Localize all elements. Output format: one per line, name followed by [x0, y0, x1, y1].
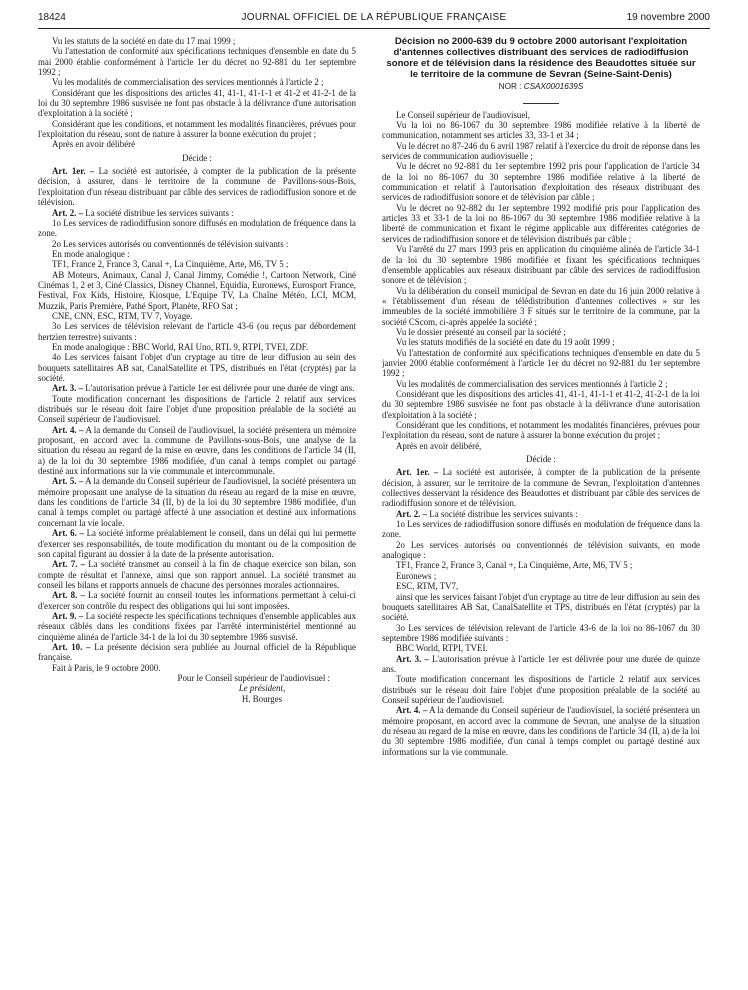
article-text: CNE, CNN, ESC, RTM, TV 7, Voyage.	[52, 310, 193, 321]
page-header	[38, 10, 710, 26]
article-text: La société distribue les services suivants :	[85, 207, 234, 218]
article-text: Toute modification concernant les dispositions de l'article 2 relatif aux services distribués sur le réseau doit faire l'objet d'une proposition préalable de la société au Conseil supérieur de l'audiovisuel.	[38, 393, 356, 425]
article-paragraph	[38, 259, 356, 269]
intro-paragraph: Vu les statuts de la société en date du 17 mai 1999 ;	[52, 36, 236, 46]
article-paragraph	[38, 642, 356, 663]
article-paragraph	[38, 590, 356, 611]
article-text: 1o Les services de radiodiffusion sonore diffusés en modulation de fréquence dans la zone.	[38, 217, 356, 239]
intro-paragraph: Après en avoir délibéré,	[396, 440, 482, 451]
intro-paragraph: Vu le décret no 92-881 du 1er septembre 1992 pris pour l'application de l'article 34 de la loi no 86-1067 du 30 septembre 1986 modifiée relative à la liberté de communication et relatif à l'autorisation d'exploitation des réseaux distribuant des services de radiodiffusion sonore et de télévision par câble ;	[382, 161, 700, 203]
article-paragraph	[382, 467, 700, 508]
intro-paragraph: Après en avoir délibéré	[52, 139, 136, 150]
article-paragraph	[38, 218, 356, 239]
article-text: La société distribue les services suivants :	[429, 508, 578, 519]
intro-paragraph: Considérant que les conditions, et notamment les modalités financières, prévues pour l'exploitation du réseau, sont de nature à assurer la bonne exécution du projet ;	[38, 118, 356, 140]
signature-name: H. Bourges	[241, 693, 283, 704]
article-paragraph	[382, 643, 700, 653]
article-text: AB Moteurs, Animaux, Canal J, Canal Jimmy, Comédie !, Cartoon Network, Ciné Cinémas 1, 2 et 3, Ciné Classics, Disney Channel, Equidia, Euronews, Eurosport France, Festival, Fox Kids, Histoire, Kiosque, L'Equipe TV, La Chaîne Météo, LCI, MCM, Muzzik, Paris Première, Pathé Sport, Planète, RFO Sat ;	[38, 269, 356, 311]
intro-paragraph: Vu le décret no 92-882 du 1er septembre 1992 modifié pris pour l'application des articles 33 et 33-1 de la loi no 86-1067 du 30 septembre 1986 modifiée relative à la liberté de communication et fixant le régime applicable aux différentes catégories de services de radiodiffusion sonore et de télévision distribués par câble ;	[382, 202, 700, 244]
article-paragraph	[38, 383, 356, 393]
article-paragraph	[38, 476, 356, 528]
article-label: Art. 6. –	[52, 528, 84, 539]
intro-paragraph: Considérant que les dispositions des articles 41, 41-1, 41-1-1 et 41-2, 41-2-1 de la loi du 30 septembre 1986 susvisée ne font pas obstacle à la délivrance d'une autorisation d'exploitation à la société ;	[382, 388, 700, 420]
article-paragraph	[38, 528, 356, 559]
article-label: Art. 2. –	[52, 207, 84, 218]
article-text: Euronews ;	[396, 570, 437, 581]
article-paragraph	[38, 249, 356, 259]
article-paragraph	[38, 208, 356, 218]
article-paragraph	[38, 311, 356, 321]
article-text: L'autorisation prévue à l'article 1er est délivrée pour une durée de vingt ans.	[85, 383, 355, 394]
article-label: Art. 3. –	[396, 653, 429, 664]
intro-paragraph: Vu les modalités de commercialisation des services mentionnés à l'article 2 ;	[52, 77, 324, 88]
article-text: ESC, RTM, TV7,	[396, 581, 459, 592]
article-paragraph	[382, 540, 700, 561]
article-text: La société est autorisée, à compter de la publication de la présente décision, à assurer, sur le territoire de la commune de Sevran, l'exploitation d'antennes collectives desservant la résidence des Beaudottes et distribuant par câble des services de radiodiffusion sonore et de télévision.	[382, 467, 700, 509]
article-paragraph	[382, 581, 700, 591]
intro-paragraph: Vu le dossier présenté au conseil par la société ;	[396, 326, 566, 337]
article-label: Art. 4. –	[52, 424, 84, 435]
article-paragraph	[38, 425, 356, 477]
article-text: En mode analogique : BBC World, RAI Uno, RTL 9, RTPI, TVEI, ZDF.	[52, 341, 309, 352]
page-number: 18424	[38, 12, 66, 23]
article-text: 3o Les services de télévision relevant de l'article 43-6 (ou reçus par débordement hertzien terrestre) suivants :	[38, 321, 356, 342]
article-text: La société respecte les spécifications techniques d'ensemble applicables aux réseaux câblés dans les conditions fixées par l'arrêté interministériel mentionné au cinquième alinéa de l'article 34-1 de la loi du 30 septembre 1986 susvisé.	[38, 610, 356, 642]
article-paragraph	[382, 592, 700, 623]
article-text: La société est autorisée, à compter de la publication de la présente décision, à assurer, dans le territoire de la commune de Pavillons-sous-Bois, l'exploitation d'un réseau distribuant par câble des services de radiodiffusion sonore et de télévision.	[38, 166, 356, 208]
decide-heading: Décide :	[182, 152, 212, 163]
article-paragraph	[38, 352, 356, 383]
article-paragraph	[382, 509, 700, 519]
article-text: A la demande du Conseil supérieur de l'audiovisuel, la société présentera un mémoire proposant une analyse de la situation du réseau au regard de la mise en œuvre, dans les conditions de l'article 34 (II, b) de la loi du 30 septembre 1986 modifiée, d'un canal à temps complet ou partagé affecté à une association et destiné aux informations concernant la vie locale.	[38, 476, 356, 528]
article-paragraph	[38, 559, 356, 590]
intro-paragraph: Vu le décret no 87-246 du 6 avril 1987 relatif à l'exercice du droit de réponse dans les services de communication audiovisuelle ;	[382, 140, 700, 162]
article-paragraph	[38, 394, 356, 425]
article-paragraph	[382, 519, 700, 540]
decision-title: Décision no 2000-639 du 9 octobre 2000 autorisant l'exploitation d'antennes collectives distribuant des services de radiodiffusion sonore et de télévision dans la résidence des Beaudottes située sur le territoire de la commune de Sevran (Seine-Saint-Denis)	[386, 36, 696, 80]
intro-paragraph: Considérant que les dispositions des articles 41, 41-1, 41-1-1 et 41-2 et 41-2-1 de la loi du 30 septembre 1986 susvisée ne font pas obstacle à la délivrance d'une autorisation d'exploitation à la société ;	[38, 87, 356, 119]
article-label: Art. 2. –	[396, 508, 428, 519]
article-text: 2o Les services autorisés ou conventionnés de télévision suivants, en mode analogique :	[382, 539, 700, 561]
article-text: La société informe préalablement le conseil, dans un délai qui lui permette d'exercer ses responsabilités, de toute modification du montant ou de la composition de son capital figurant au dossier à la date de la présente autorisation.	[38, 528, 356, 559]
article-text: La présente décision sera publiée au Journal officiel de la République française.	[38, 641, 356, 663]
article-paragraph	[382, 674, 700, 705]
title-separator	[382, 96, 700, 106]
article-text: 1o Les services de radiodiffusion sonore diffusés en modulation de fréquence dans la zone.	[382, 519, 700, 540]
article-text: En mode analogique :	[52, 248, 130, 259]
left-column	[38, 36, 356, 984]
article-text: 3o Les services de télévision relevant de l'article 43-6 de la loi no 86-1067 du 30 septembre 1986 modifiée suivants :	[382, 622, 700, 643]
intro-paragraph: Le Conseil supérieur de l'audiovisuel,	[396, 109, 530, 120]
article-label: Art. 3. –	[52, 383, 84, 394]
article-paragraph	[38, 166, 356, 207]
journal-title: JOURNAL OFFICIEL DE LA RÉPUBLIQUE FRANÇAISE	[241, 12, 507, 23]
article-label: Art. 5. –	[52, 476, 84, 487]
article-paragraph	[382, 705, 700, 757]
intro-paragraph: Vu l'arrêté du 27 mars 1993 pris en application du cinquième alinéa de l'article 34-1 de la loi du 30 septembre 1986 modifiée et fixant les spécifications techniques d'ensemble applicables aux réseaux distribuant par câble des services de radiodiffusion sonore et de télévision ;	[382, 244, 700, 286]
article-paragraph	[38, 342, 356, 352]
article-paragraph	[38, 270, 356, 311]
article-text: TF1, France 2, France 3, Canal +, La Cinquième, Arte, M6, TV 5 ;	[396, 560, 633, 571]
article-label: Art. 8. –	[52, 590, 85, 601]
nor-reference: NOR : CSAX0001639S	[498, 82, 584, 91]
intro-paragraph: Vu l'attestation de conformité aux spécifications techniques d'ensemble en date du 5 mai 2000 établie conformément à l'article 1er du décret no 92-881 du 1er septembre 1992 ;	[38, 46, 356, 78]
article-text: ainsi que les services faisant l'objet d'un cryptage au titre de leur diffusion au sein des bouquets satellitaires AB Sat, CanalSatellite et TPS, distribués en l'état (cryptés) par la société.	[382, 591, 700, 623]
article-label: Art. 1er. –	[52, 166, 95, 177]
done-at-line: Fait à Paris, le 9 octobre 2000.	[52, 662, 161, 673]
article-paragraph	[38, 611, 356, 642]
intro-paragraph: Vu les statuts modifiés de la société en date du 19 août 1999 ;	[396, 337, 615, 348]
article-label: Art. 9. –	[52, 610, 84, 621]
article-paragraph	[382, 623, 700, 644]
article-text: La société fournit au conseil toutes les informations permettant à celui-ci d'exercer son contrôle du respect des obligations qui lui sont imposées.	[38, 590, 356, 611]
article-text: A la demande du Conseil de l'audiovisuel, la société présentera un mémoire proposant, en accord avec la commune de Pavillons-sous-Bois, une analyse de la situation du réseau au regard de la mise en œuvre, dans les conditions de l'article 34 (II, a) de la loi du 30 septembre 1986 modifiée, d'un canal à temps complet ou partagé destiné aux informations sur la vie communale et intercommunale.	[38, 424, 356, 477]
article-text: A la demande du Conseil supérieur de l'audiovisuel, la société présentera un mémoire proposant, en accord avec la commune de Sevran, une analyse de la situation du réseau au regard de la mise en œuvre, dans les conditions de l'article 34 (II, a) de la loi du 30 septembre 1986 modifiée, d'un canal à temps complet ou partagé destiné aux informations sur la vie communale.	[382, 705, 700, 757]
article-text: L'autorisation prévue à l'article 1er est délivrée pour une durée de quinze ans.	[382, 653, 700, 674]
header-rule	[38, 28, 710, 29]
article-text: TF1, France 2, France 3, Canal +, La Cinquième, Arte, M6, TV 5 ;	[52, 259, 289, 270]
article-label: Art. 7. –	[52, 559, 86, 570]
article-text: BBC World, RTPI, TVEI.	[396, 643, 488, 654]
nor-code: CSAX0001639S	[523, 82, 584, 91]
decide-heading: Décide :	[526, 454, 556, 465]
article-label: Art. 1er. –	[396, 467, 439, 478]
article-text: 4o Les services faisant l'objet d'un cryptage au titre de leur diffusion au sein des bouquets satellitaires AB sat, CanalSatellite et TPS, distribués en l'état (cryptés) par la société.	[38, 352, 356, 383]
intro-paragraph: Vu les modalités de commercialisation des services mentionnés à l'article 2 ;	[396, 378, 668, 389]
article-paragraph	[38, 321, 356, 342]
article-text: Toute modification concernant les dispositions de l'article 2 relatif aux services distribués sur le réseau doit faire l'objet d'une proposition préalable de la société au Conseil supérieur de l'audiovisuel.	[382, 674, 700, 705]
intro-paragraph: Vu la loi no 86-1067 du 30 septembre 1986 modifiée relative à la liberté de communication, notamment ses articles 33, 33-1 et 34 ;	[382, 120, 700, 141]
signature-role: Le président,	[238, 683, 286, 694]
article-label: Art. 4. –	[396, 705, 428, 716]
intro-paragraph: Considérant que les conditions, et notamment les modalités financières, prévues pour l'exploitation du réseau, sont de nature à assurer la bonne exécution du projet ;	[382, 420, 700, 441]
article-label: Art. 10. –	[52, 641, 91, 652]
article-paragraph	[382, 654, 700, 675]
intro-paragraph: Vu la délibération du conseil municipal de Sevran en date du 16 juin 2000 relative à « l'établissement d'un réseau de télédistribution d'antennes collectives » sur les immeubles de la société immobilière 3 F situés sur le territoire de la commune, par la société CScom, ci-après appelée la société ;	[382, 285, 700, 327]
article-text: La société transmet au conseil à la fin de chaque exercice son bilan, son compte de résultat et l'annexe, ainsi que son rapport annuel. La société transmet au conseil les bilans et rapports annuels de chacune des personnes morales actionnaires.	[38, 559, 356, 590]
article-text: 2o Les services autorisés ou conventionnés de télévision suivants :	[52, 238, 289, 249]
right-column	[382, 36, 700, 984]
article-paragraph	[38, 239, 356, 249]
article-paragraph	[382, 571, 700, 581]
article-paragraph	[382, 560, 700, 570]
signature-for: Pour le Conseil supérieur de l'audiovisuel :	[177, 672, 330, 683]
publication-date: 19 novembre 2000	[626, 12, 710, 23]
intro-paragraph: Vu l'attestation de conformité aux spécifications techniques d'ensemble en date du 5 janvier 2000 établie conformément à l'article 1er du décret no 92-881 du 1er septembre 1992 ;	[382, 347, 700, 379]
